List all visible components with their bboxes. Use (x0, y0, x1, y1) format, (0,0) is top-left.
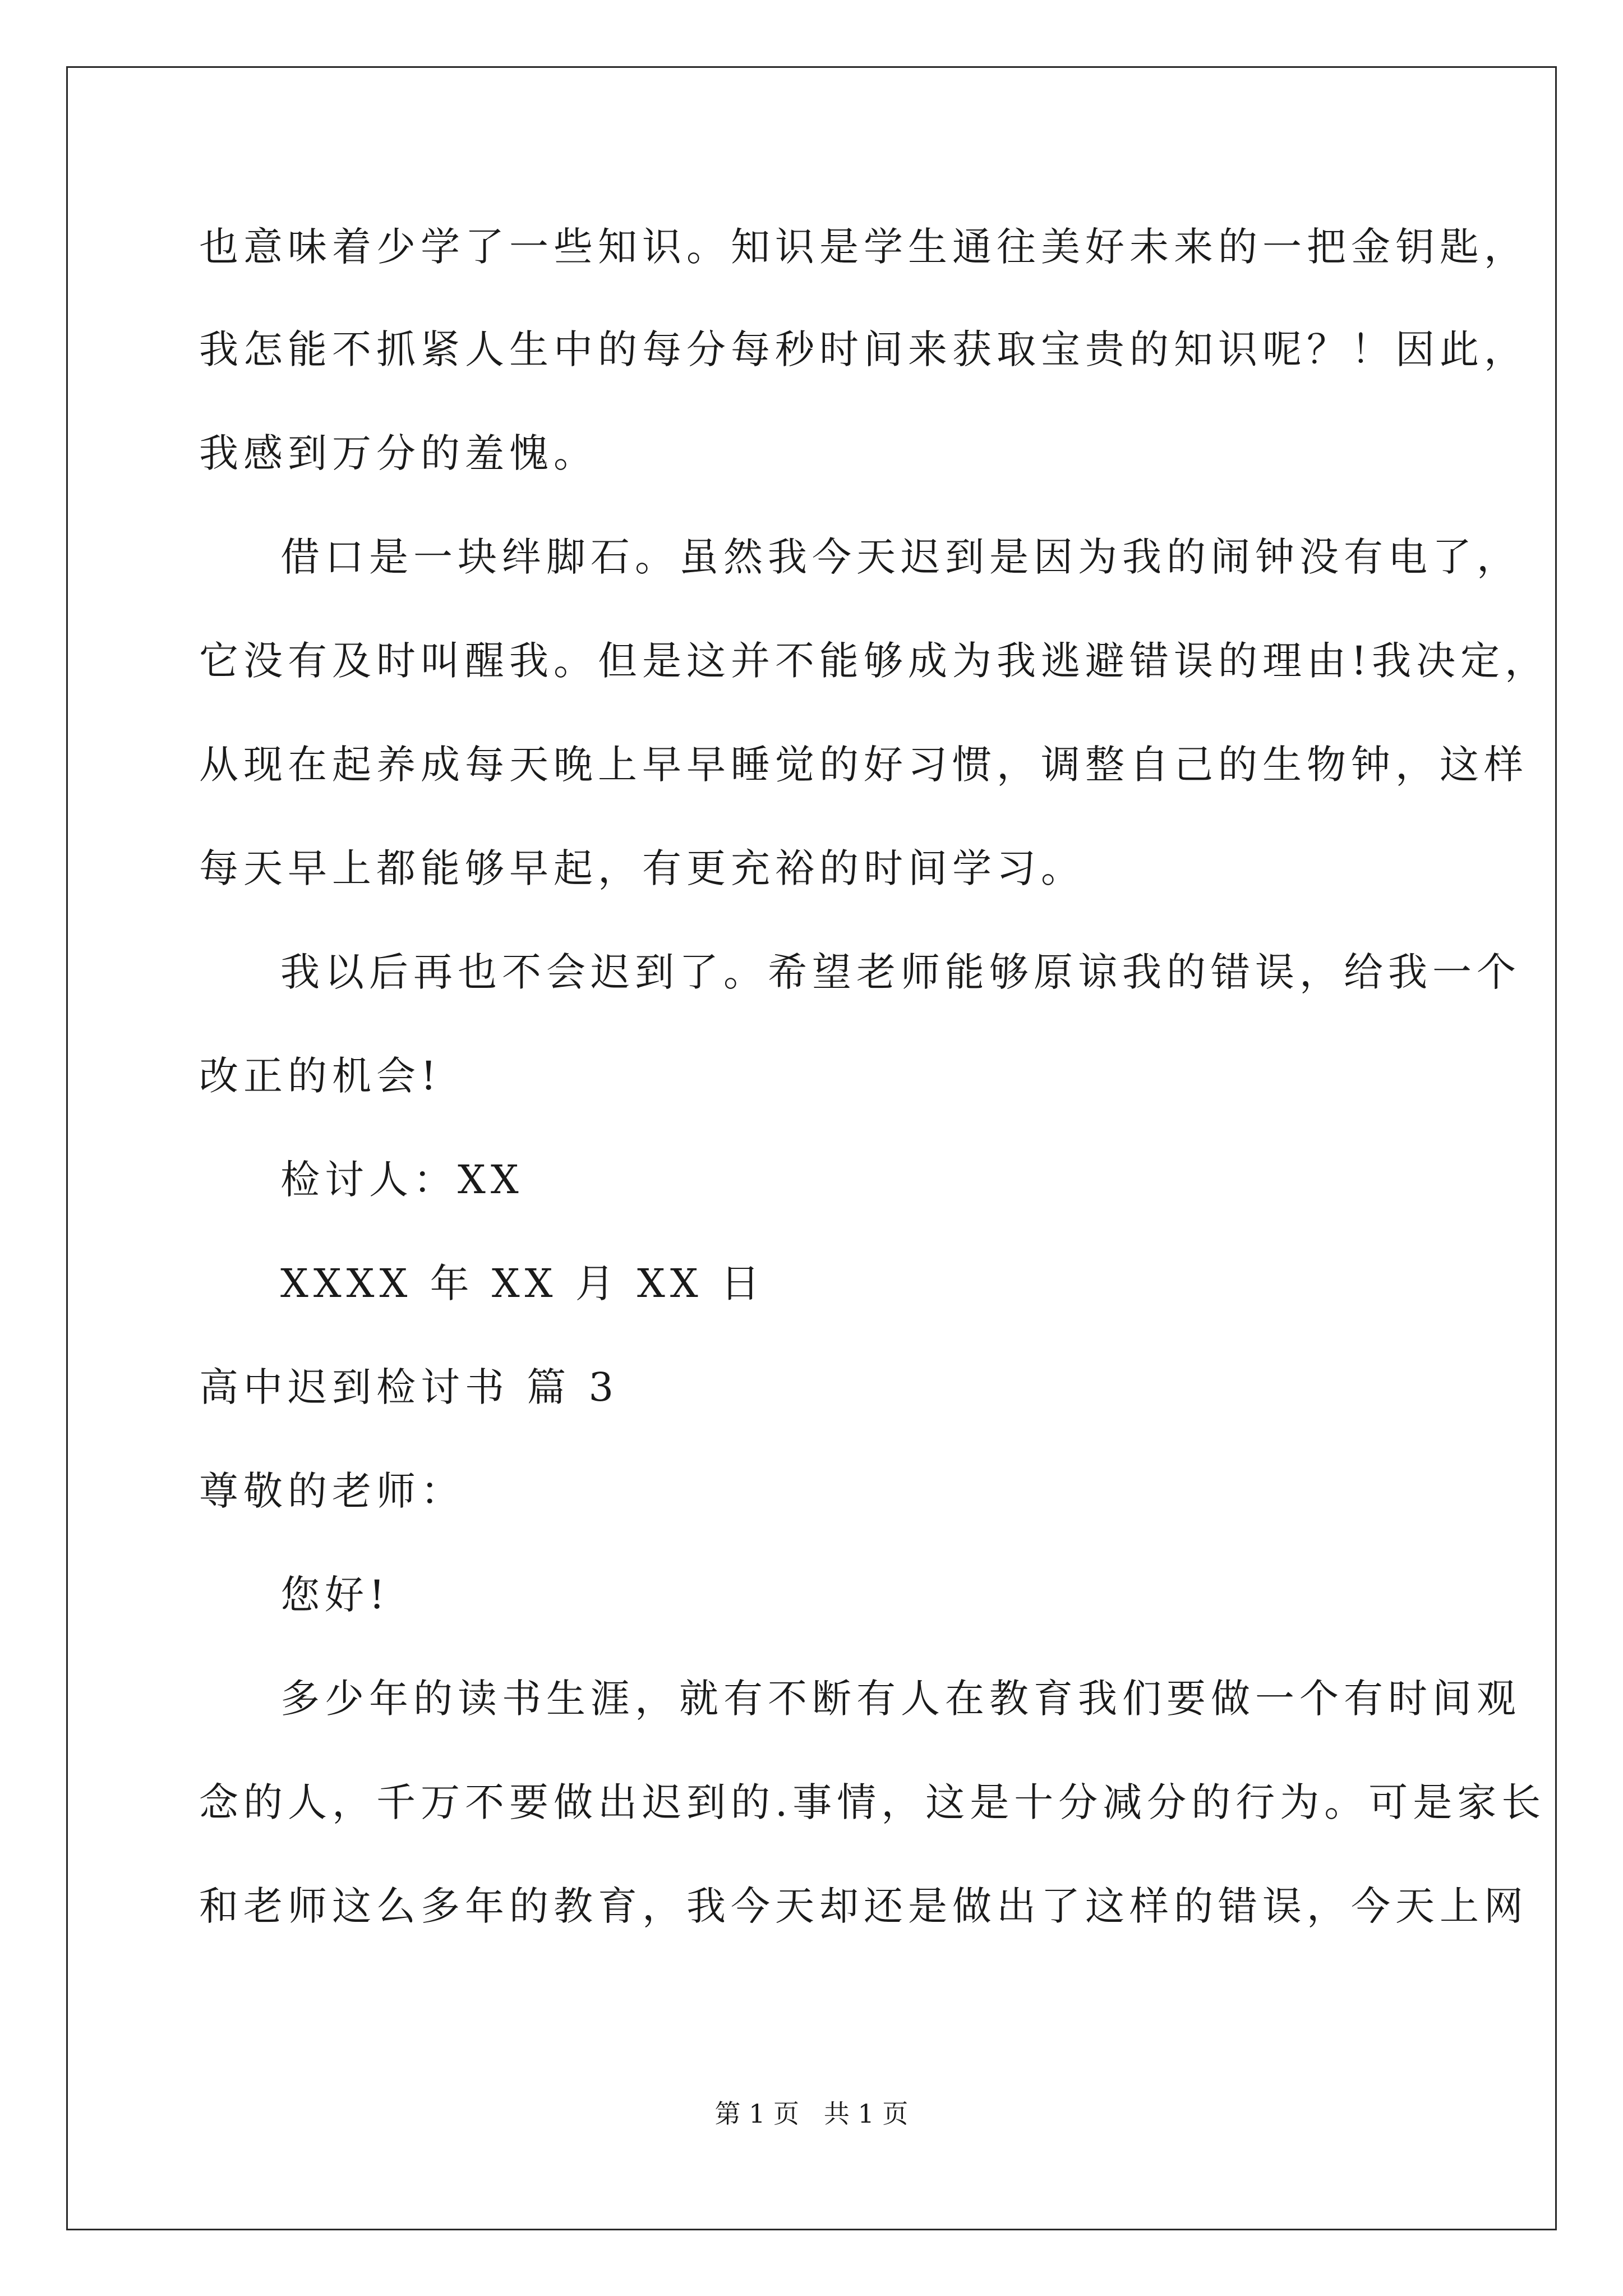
text-line: 它没有及时叫醒我。但是这并不能够成为我逃避错误的理由!我决定， (199, 638, 1550, 684)
page-footer: 第 1 页 共 1 页 (714, 2099, 909, 2129)
salutation: 尊敬的老师： (199, 1468, 465, 1514)
date-line: XXXX 年 XX 月 XX 日 (280, 1260, 765, 1306)
text-line: 我怎能不抓紧人生中的每分每秒时间来获取宝贵的知识呢？！因此， (199, 326, 1528, 372)
text-line: 每天早上都能够早起，有更充裕的时间学习。 (199, 845, 1085, 891)
text-line: 借口是一块绊脚石。虽然我今天迟到是因为我的闹钟没有电了， (280, 534, 1521, 580)
greeting: 您好! (280, 1572, 390, 1618)
text-line: 和老师这么多年的教育，我今天却还是做出了这样的错误，今天上网 (199, 1883, 1528, 1929)
text-line: 我以后再也不会迟到了。希望老师能够原谅我的错误，给我一个 (280, 949, 1521, 995)
text-line: 多少年的读书生涯，就有不断有人在教育我们要做一个有时间观 (280, 1676, 1521, 1722)
signer-line: 检讨人：XX (280, 1157, 524, 1203)
text-line: 改正的机会! (199, 1053, 442, 1099)
section-heading: 高中迟到检讨书 篇 3 (199, 1364, 619, 1410)
text-line: 念的人，千万不要做出迟到的.事情，这是十分减分的行为。可是家长 (199, 1779, 1546, 1825)
text-line: 也意味着少学了一些知识。知识是学生通往美好未来的一把金钥匙， (199, 224, 1528, 270)
text-line: 我感到万分的羞愧。 (199, 430, 598, 476)
text-line: 从现在起养成每天晚上早早睡觉的好习惯，调整自己的生物钟，这样 (199, 742, 1528, 788)
